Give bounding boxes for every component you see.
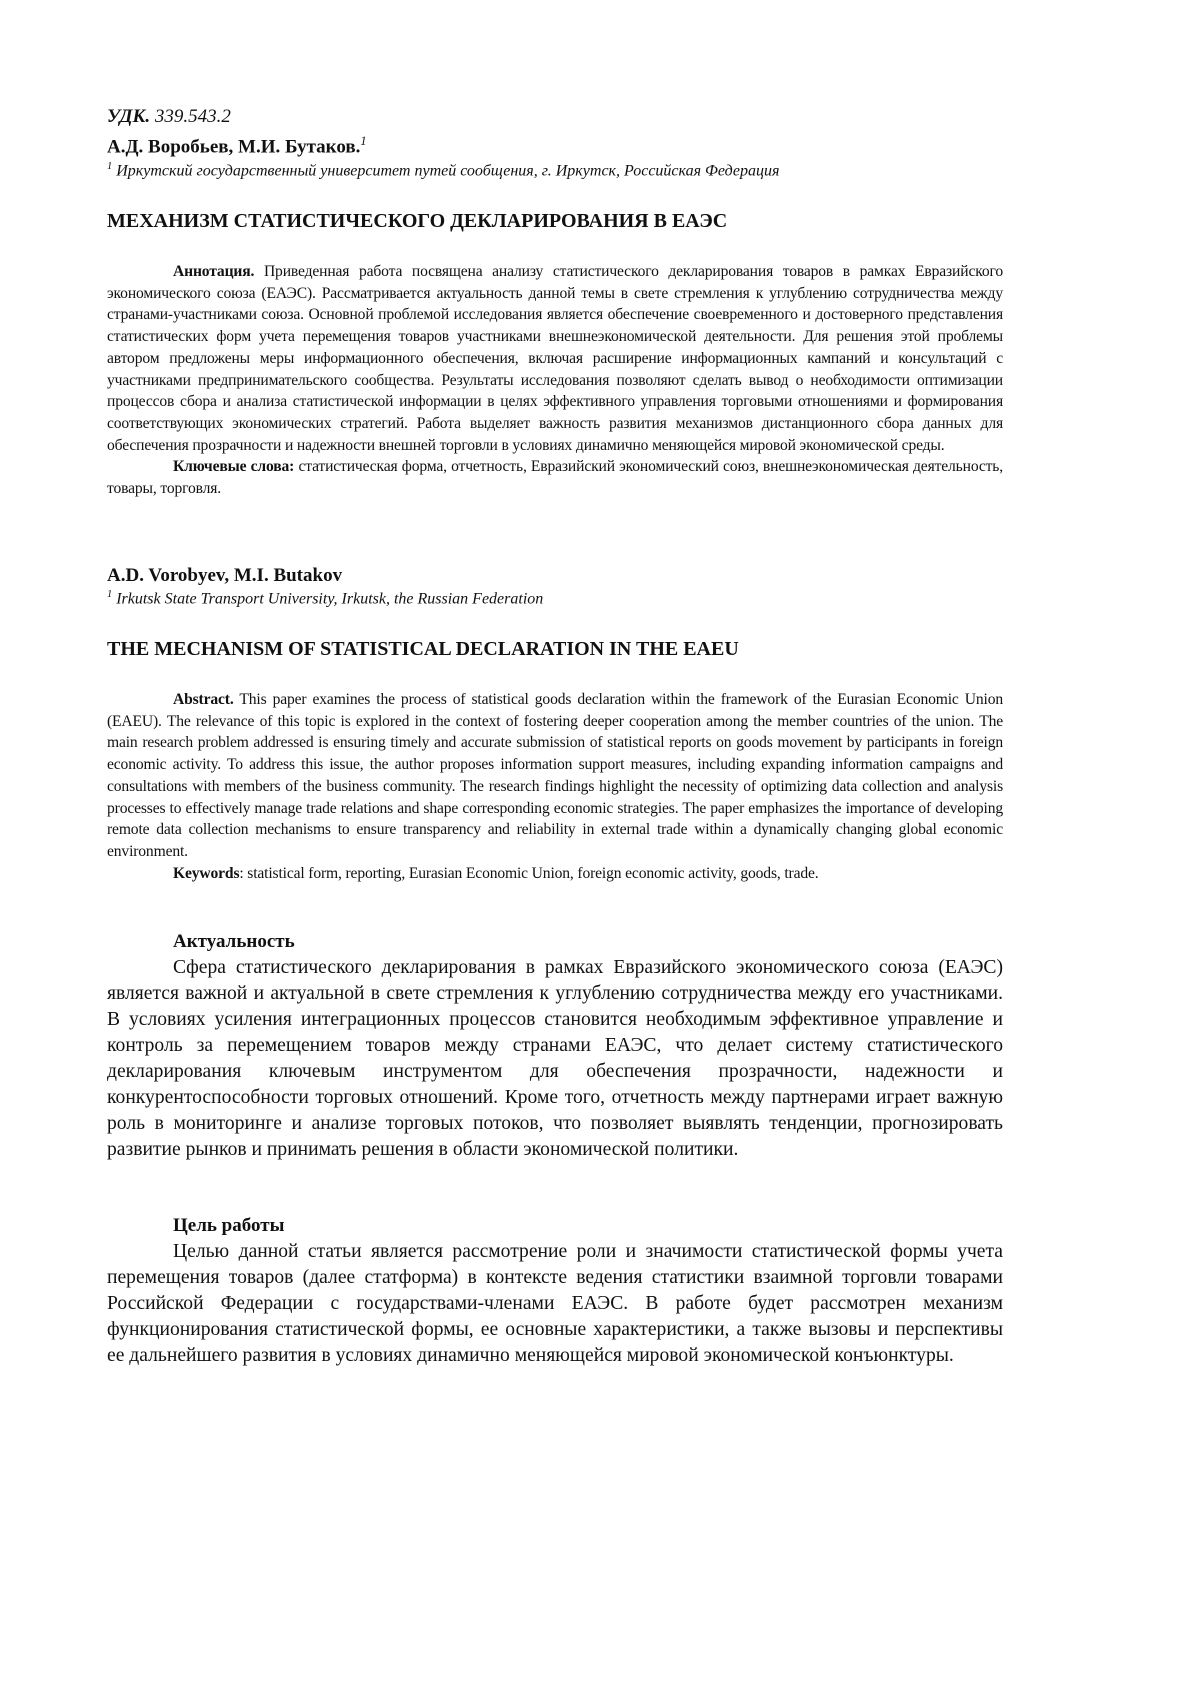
section-heading-relevance: Актуальность: [107, 931, 1069, 953]
affiliation-ru: [107, 161, 1003, 180]
paragraph: Сфера статистического декларирования в рамках Евразийского экономического союза (ЕАЭС) является важной и актуальной в свете стремления к углублению сотрудничества между его участниками. В условиях усиления интеграционных процессов становится необходимым эффективное управление и контроль за перемещением товаров между странами ЕАЭС, что делает систему статистического декларирования ключевым инструментом для обеспечения прозрачности, надежности и конкурентоспособности торговых отношений. Кроме того, отчетность между партнерами играет важную роль в мониторинге и анализе торговых потоков, что позволяет выявлять тенденции, прогнозировать развитие рынков и принимать решения в области экономической политики.: [107, 955, 1003, 1163]
udk-label: УДК.: [107, 106, 150, 127]
title-en: THE MECHANISM OF STATISTICAL DECLARATION IN THE EAEU: [107, 638, 1003, 661]
affiliation-en: [107, 589, 1003, 608]
affil-sup: 1: [107, 161, 112, 172]
abstract-text: This paper examines the process of statistical goods declaration within the framework of the Eurasian Economic Union (EAEU). The relevance of this topic is explored in the context of fostering deeper cooperation among the member countries of the union. The main research problem addressed is ensuring timely and accurate submission of statistical reports on goods movement by participants in foreign economic activity. To address this issue, the author proposes information support measures, including expanding information campaigns and consultations with members of the business community. The research findings highlight the necessity of optimizing data collection and analysis processes to effectively manage trade relations and shape corresponding economic strategies. The paper emphasizes the importance of developing remote data collection mechanisms to ensure transparency and reliability in external trade within a dynamically changing global economic environment.: [107, 691, 1003, 860]
affiliation-ru-text: Иркутский государственный университет путей сообщения, г. Иркутск, Российская Федерация: [116, 162, 779, 179]
section-heading-goal: Цель работы: [107, 1215, 1069, 1237]
authors-ru: [107, 134, 1003, 158]
section-text-goal: [107, 1239, 1003, 1369]
keywords-ru-label: Ключевые слова:: [173, 458, 294, 475]
authors-ru-text: А.Д. Воробьев, М.И. Бутаков.: [107, 136, 360, 157]
keywords-en-label: Keywords: [173, 865, 239, 882]
affiliation-en-text: Irkutsk State Transport University, Irkutsk, the Russian Federation: [116, 590, 543, 607]
authors-sup: 1: [360, 134, 366, 148]
udk-value: 339.543.2: [155, 106, 231, 127]
title-ru: МЕХАНИЗМ СТАТИСТИЧЕСКОГО ДЕКЛАРИРОВАНИЯ В ЕАЭС: [107, 210, 1003, 233]
keywords-ru-text: статистическая форма, отчетность, Евразийский экономический союз, внешнеэкономическая деятельность, товары, торговля.: [107, 458, 1003, 497]
abstract-en: [107, 689, 1003, 884]
affil-en-sup: 1: [107, 589, 112, 600]
annotation-ru: [107, 261, 1003, 500]
annotation-text: Приведенная работа посвящена анализу статистического декларирования товаров в рамках Евразийского экономического союза (ЕАЭС). Рассматривается актуальность данной темы в свете стремления к углублению сотрудничества между странами-участниками союза. Основной проблемой исследования является обеспечение своевременного и достоверного представления статистических форм учета перемещения товаров участниками внешнеэкономической деятельности. Для решения этой проблемы автором предложены меры информационного обеспечения, включая расширение информационных кампаний и консультаций с участниками предпринимательского сообщества. Результаты исследования позволяют сделать вывод о необходимости оптимизации процессов сбора и анализа статистической информации в целях эффективного управления торговыми отношениями и формирования соответствующих экономических стратегий. Работа выделяет важность развития механизмов дистанционного сбора данных для обеспечения прозрачности и надежности внешней торговли в условиях динамично меняющейся мировой экономической среды.: [107, 263, 1003, 454]
annotation-label: Аннотация.: [173, 263, 254, 280]
abstract-label: Abstract.: [173, 691, 234, 708]
udk-line: [107, 106, 1003, 128]
authors-en: A.D. Vorobyev, M.I. Butakov: [107, 565, 1003, 587]
keywords-en-text: : statistical form, reporting, Eurasian Economic Union, foreign economic activity, goods, trade.: [239, 865, 818, 882]
section-text-relevance: [107, 955, 1003, 1163]
paragraph: Целью данной статьи является рассмотрение роли и значимости статистической формы учета перемещения товаров (далее статформа) в контексте ведения статистики взаимной торговли товарами Российской Федерации с государствами-членами ЕАЭС. В работе будет рассмотрен механизм функционирования статистической формы, ее основные характеристики, а также вызовы и перспективы ее дальнейшего развития в условиях динамично меняющейся мировой экономической конъюнктуры.: [107, 1239, 1003, 1369]
